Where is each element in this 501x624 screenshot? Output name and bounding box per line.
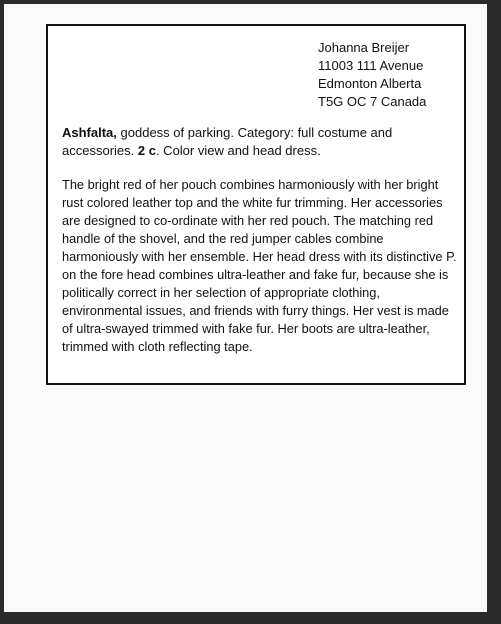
entry-text-box xyxy=(46,24,466,385)
address-street: 11003 111 Avenue xyxy=(318,58,424,73)
address-name: Johanna Breijer xyxy=(318,40,410,55)
entry-title xyxy=(62,124,458,160)
address-city: Edmonton Alberta xyxy=(318,76,422,91)
sender-address xyxy=(318,39,426,111)
document-page xyxy=(4,4,487,612)
entry-view: . Color view and head dress. xyxy=(155,143,321,158)
costume-name: Ashfalta, xyxy=(62,125,117,140)
entry-number: 2 c xyxy=(137,143,156,158)
entry-category: goddess of parking. Category: full costume and accessories. xyxy=(62,125,393,158)
costume-description: The bright red of her pouch combines harmoniously with her bright rust colored leather top and the white fur trimming. Her accessories are designed to co-ordinate with her red pouch. The matching red handle of the shovel, and the red jumper cables combine harmoniously with her ensemble. Her head dress with its distinctive P. on the fore head combines ultra-leather and fake fur, because she is politically correct in her selection of appropriate clothing, environmental issues, and friends with furry things. Her vest is made of ultra-swayed trimmed with fake fur. Her boots are ultra-leather, trimmed with cloth reflecting tape. xyxy=(62,177,457,354)
address-postal-country: T5G OC 7 Canada xyxy=(318,94,427,109)
